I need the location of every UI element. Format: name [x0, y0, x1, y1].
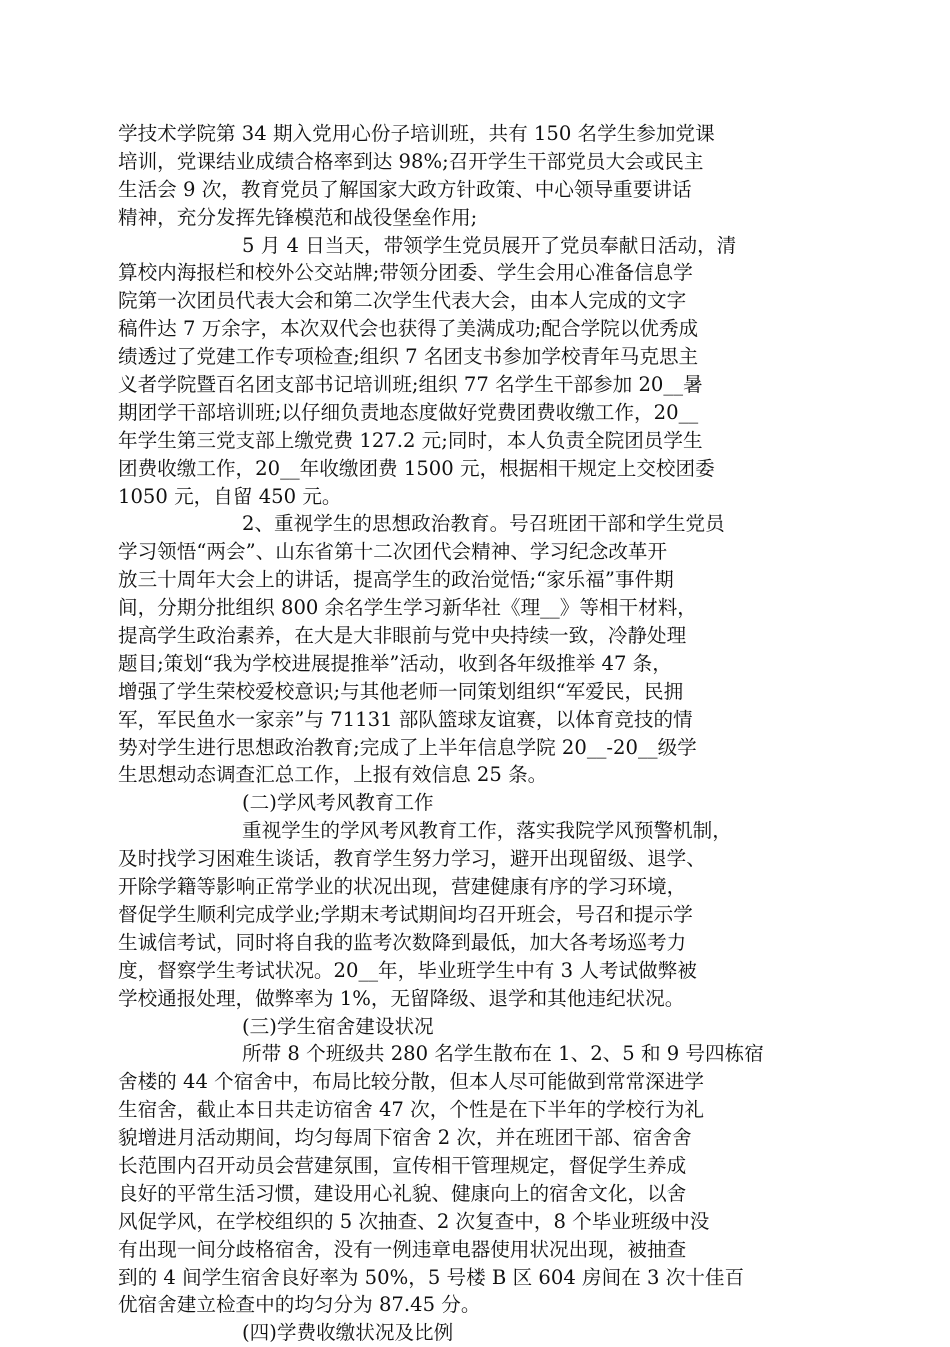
text-line: 军，军民鱼水一家亲”与 71131 部队篮球友谊赛，以体育竞技的情	[118, 707, 693, 731]
document-body	[118, 120, 830, 1347]
text-line: 年学生第三党支部上缴党费 127.2 元;同时，本人负责全院团员学生	[118, 428, 703, 452]
text-line: 院第一次团员代表大会和第二次学生代表大会，由本人完成的文字	[118, 289, 687, 313]
text-line: 5 月 4 日当天，带领学生党员展开了党员奉献日活动，清	[242, 233, 737, 257]
text-line: 1050 元，自留 450 元。	[118, 484, 342, 508]
text-line: 精神，充分发挥先锋模范和战役堡垒作用;	[118, 205, 478, 229]
text-line: 2、重视学生的思想政治教育。号召班团干部和学生党员	[242, 512, 725, 536]
text-line: 义者学院暨百名团支部书记培训班;组织 77 名学生干部参加 20__暑	[118, 373, 703, 397]
text-line: 督促学生顺利完成学业;学期末考试期间均召开班会，号召和提示学	[118, 902, 693, 926]
text-line: 生思想动态调查汇总工作，上报有效信息 25 条。	[118, 763, 548, 787]
text-line: 所带 8 个班级共 280 名学生散布在 1、2、5 和 9 号四栋宿	[242, 1042, 764, 1066]
text-line: 稿件达 7 万余字，本次双代会也获得了美满成功;配合学院以优秀成	[118, 317, 699, 341]
text-line: 团费收缴工作，20__年收缴团费 1500 元，根据相干规定上交校团委	[118, 456, 715, 480]
text-line: 生活会 9 次，教育党员了解国家大政方针政策、中心领导重要讲话	[118, 177, 692, 201]
text-line: (二)学风考风教育工作	[242, 791, 434, 815]
text-line: 培训，党课结业成绩合格率到达 98%;召开学生干部党员大会或民主	[118, 149, 704, 173]
text-line: 舍楼的 44 个宿舍中，布局比较分散，但本人尽可能做到常常深进学	[118, 1070, 705, 1094]
text-line: 期团学干部培训班;以仔细负责地态度做好党费团费收缴工作，20__	[118, 400, 699, 424]
text-line: 算校内海报栏和校外公交站牌;带领分团委、学生会用心准备信息学	[118, 261, 693, 285]
text-line: 题目;策划“我为学校进展提推举”活动，收到各年级推举 47 条，	[118, 651, 672, 675]
text-line: 貌增进月活动期间，均匀每周下宿舍 2 次，并在班团干部、宿舍舍	[118, 1126, 692, 1150]
text-line: 势对学生进行思想政治教育;完成了上半年信息学院 20__-20__级学	[118, 735, 697, 759]
text-line: 重视学生的学风考风教育工作，落实我院学风预警机制，	[242, 819, 732, 843]
text-line: 放三十周年大会上的讲话，提高学生的政治觉悟;“家乐福”事件期	[118, 568, 674, 592]
text-line: 生诚信考试，同时将自我的监考次数降到最低，加大各考场巡考力	[118, 930, 687, 954]
text-line: 间，分期分批组织 800 余名学生学习新华社《理__》等相干材料，	[118, 596, 697, 620]
text-line: 风促学风，在学校组织的 5 次抽查、2 次复查中，8 个毕业班级中没	[118, 1209, 710, 1233]
text-line: 增强了学生荣校爱校意识;与其他老师一同策划组织“军爱民，民拥	[118, 679, 684, 703]
text-line: 及时找学习困难生谈话，教育学生努力学习，避开出现留级、退学、	[118, 847, 706, 871]
text-line: 长范围内召开动员会营建氛围，宣传相干管理规定，督促学生养成	[118, 1153, 687, 1177]
text-line: 提高学生政治素养，在大是大非眼前与党中央持续一致，冷静处理	[118, 624, 687, 648]
text-line: (四)学费收缴状况及比例	[242, 1321, 454, 1345]
text-line: 学校通报处理，做弊率为 1%，无留降级、退学和其他违纪状况。	[118, 986, 685, 1010]
text-line: 学技术学院第 34 期入党用心份子培训班，共有 150 名学生参加党课	[118, 122, 715, 145]
text-line: 优宿舍建立检查中的均匀分为 87.45 分。	[118, 1293, 481, 1317]
text-line: 有出现一间分歧格宿舍，没有一例违章电器使用状况出现，被抽查	[118, 1237, 687, 1261]
text-line: 良好的平常生活习惯，建设用心礼貌、健康向上的宿舍文化，以舍	[118, 1181, 687, 1205]
text-line: (三)学生宿舍建设状况	[242, 1014, 434, 1038]
text-line: 开除学籍等影响正常学业的状况出现，营建健康有序的学习环境，	[118, 875, 687, 899]
text-line: 度，督察学生考试状况。20__年，毕业班学生中有 3 人考试做弊被	[118, 958, 697, 982]
text-line: 到的 4 间学生宿舍良好率为 50%，5 号楼 B 区 604 房间在 3 次十佳百	[118, 1265, 745, 1289]
text-line: 学习领悟“两会”、山东省第十二次团代会精神、学习纪念改革开	[118, 540, 668, 564]
text-line: 生宿舍，截止本日共走访宿舍 47 次，个性是在下半年的学校行为礼	[118, 1098, 705, 1122]
text-line: 绩透过了党建工作专项检查;组织 7 名团支书参加学校青年马克思主	[118, 345, 699, 369]
